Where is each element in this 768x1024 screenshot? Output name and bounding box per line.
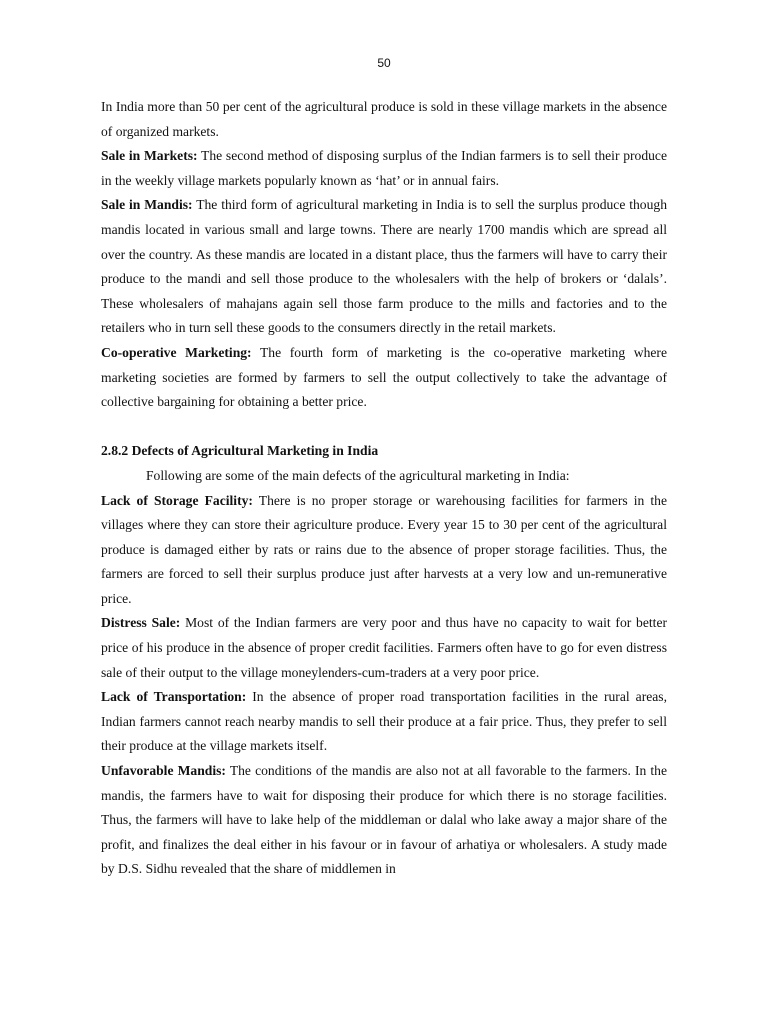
method-term: Sale in Mandis: bbox=[101, 197, 193, 213]
defect-unfavorable-mandis bbox=[101, 759, 667, 882]
method-text: The second method of disposing surplus of the Indian farmers is to sell their produce in the weekly village markets popularly known as ‘hat’ or in annual fairs. bbox=[101, 148, 667, 188]
defect-term: Lack of Transportation: bbox=[101, 689, 247, 705]
defect-term: Unfavorable Mandis: bbox=[101, 763, 226, 779]
defect-text: In the absence of proper road transportation facilities in the rural areas, Indian farmers cannot reach nearby mandis to sell their produce at a fair price. Thus, they prefer to sell their produce at the village markets itself. bbox=[101, 689, 667, 754]
page-number: 50 bbox=[377, 56, 391, 70]
method-term: Sale in Markets: bbox=[101, 148, 198, 164]
method-term: Co-operative Marketing: bbox=[101, 344, 252, 360]
intro-paragraph: In India more than 50 per cent of the agricultural produce is sold in these village markets in the absence of organized markets. bbox=[101, 99, 667, 139]
defect-term: Distress Sale: bbox=[101, 615, 181, 631]
method-sale-in-mandis bbox=[101, 193, 667, 341]
defect-transportation bbox=[101, 685, 667, 759]
method-text: The third form of agricultural marketing in India is to sell the surplus produce though mandis located in various small and large towns. There are nearly 1700 mandis which are spread all over the country. As these mandis are located in a distant place, thus the farmers will have to carry their produce to the mandi and sell those produce to the wholesalers with the help of brokers or ‘dalals’. These wholesalers of mahajans again sell those farm produce to the mills and factories and to the retailers who in turn sell these goods to the consumers directly in the retail markets. bbox=[101, 197, 667, 336]
section-intro: Following are some of the main defects of the agricultural marketing in India: bbox=[146, 467, 570, 483]
defect-text: There is no proper storage or warehousing facilities for farmers in the villages where they can store their agriculture produce. Every year 15 to 30 per cent of the agricultural produce is damaged either by rats or rains due to the absence of proper storage facilities. Thus, the farmers are forced to sell their surplus produce just after harvests at a very low and un-remunerative price. bbox=[101, 492, 668, 606]
section-spacer bbox=[101, 415, 667, 440]
defect-term: Lack of Storage Facility: bbox=[101, 492, 253, 508]
section-heading: 2.8.2 Defects of Agricultural Marketing in India bbox=[101, 443, 379, 459]
defect-text: The conditions of the mandis are also not at all favorable to the farmers. In the mandis, the farmers have to wait for disposing their produce for which there is no storage facilities. Thus, the farmers will have to lake help of the middleman or dalal who lake away a major share of the profit, and finalizes the deal either in his favour or in favour of arhatiya or wholesalers. A study made by D.S. Sidhu revealed that the share of middlemen in bbox=[101, 763, 667, 877]
method-cooperative-marketing bbox=[101, 341, 667, 415]
method-text: The fourth form of marketing is the co-operative marketing where marketing societies are formed by farmers to sell the output collectively to take the advantage of collective bargaining for obtaining a better price. bbox=[101, 344, 667, 410]
defect-text: Most of the Indian farmers are very poor and thus have no capacity to wait for better price of his produce in the absence of proper credit facilities. Farmers often have to go for even distress sale of their output to the village moneylenders-cum-traders at a very poor price. bbox=[101, 615, 668, 680]
page-content bbox=[101, 95, 667, 882]
method-sale-in-markets bbox=[101, 144, 667, 193]
defect-distress-sale bbox=[101, 611, 667, 685]
defect-storage bbox=[101, 489, 667, 612]
